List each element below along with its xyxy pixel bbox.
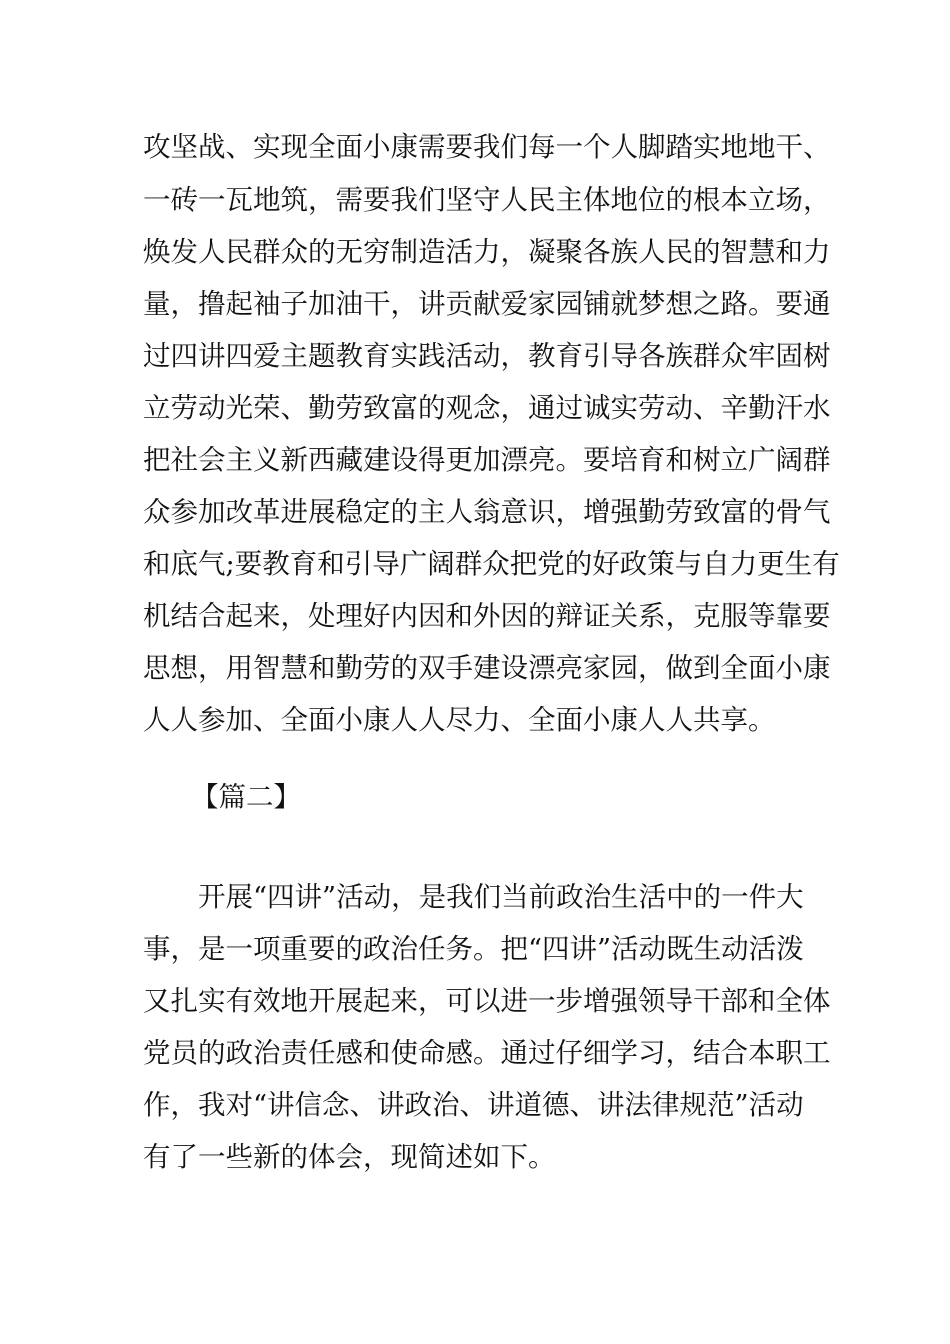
text-line: 过四讲四爱主题教育实践活动，教育引导各族群众牢固树: [143, 340, 831, 372]
text-line: 把社会主义新西藏建设得更加漂亮。要培育和树立广阔群: [143, 444, 831, 476]
text-line: 一砖一瓦地筑，需要我们坚守人民主体地位的根本立场，: [143, 184, 831, 216]
section-heading: 【篇二】: [191, 781, 301, 813]
text-line: 作，我对“讲信念、讲政治、讲道德、讲法律规范”活动: [143, 1089, 804, 1121]
text-line: 事，是一项重要的政治任务。把“四讲”活动既生动活泼: [143, 933, 804, 965]
text-line: 又扎实有效地开展起来，可以进一步增强领导干部和全体: [143, 985, 831, 1017]
text-line: 和底气;要教育和引导广阔群众把党的好政策与自力更生有: [143, 548, 840, 580]
text-line: 众参加改革进展稳定的主人翁意识，增强勤劳致富的骨气: [143, 496, 831, 528]
text-line: 攻坚战、实现全面小康需要我们每一个人脚踏实地地干、: [143, 131, 831, 163]
text-line: 党员的政治责任感和使命感。通过仔细学习，结合本职工: [143, 1037, 831, 1069]
text-line: 开展“四讲”活动，是我们当前政治生活中的一件大: [198, 881, 804, 913]
text-line: 焕发人民群众的无穷制造活力，凝聚各族人民的智慧和力: [143, 236, 831, 268]
text-line: 人人参加、全面小康人人尽力、全面小康人人共享。: [143, 704, 776, 736]
text-line: 思想，用智慧和勤劳的双手建设漂亮家园，做到全面小康: [143, 652, 831, 684]
text-line: 立劳动光荣、勤劳致富的观念，通过诚实劳动、辛勤汗水: [143, 392, 831, 424]
text-line: 量，撸起袖子加油干，讲贡献爱家园铺就梦想之路。要通: [143, 288, 831, 320]
text-line: 有了一些新的体会，现简述如下。: [143, 1141, 556, 1173]
text-line: 机结合起来，处理好内因和外因的辩证关系，克服等靠要: [143, 600, 831, 632]
